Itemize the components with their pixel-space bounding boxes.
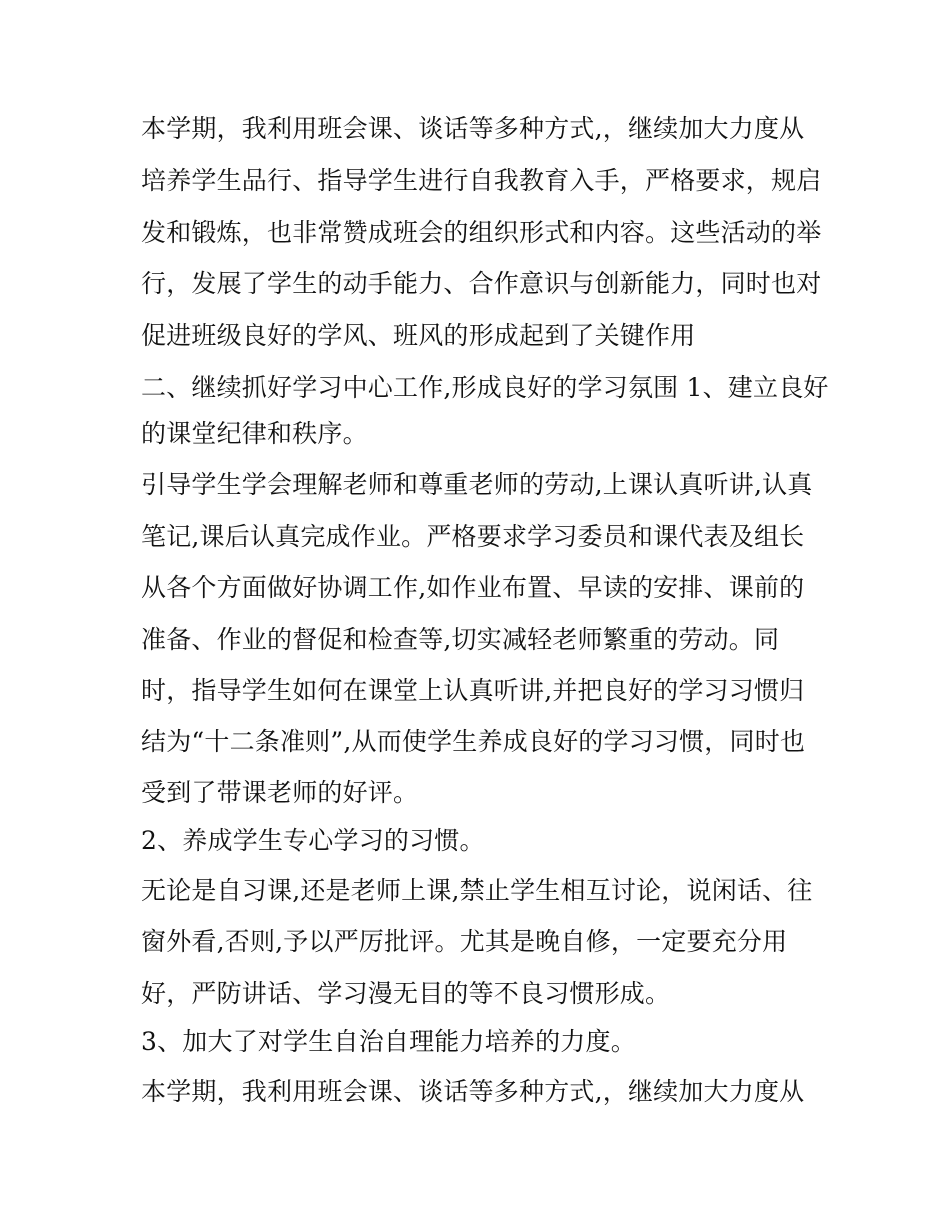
text-line: 引导学生学会理解老师和尊重老师的劳动,上课认真听讲,认真 xyxy=(141,470,813,499)
text-line: 准备、作业的督促和检查等,切实减轻老师繁重的劳动。同 xyxy=(141,625,780,654)
section-heading: 二、继续抓好学习中心工作,形成良好的学习氛围 1、建立良好 xyxy=(141,373,829,402)
text-line: 行，发展了学生的动手能力、合作意识与创新能力，同时也对 xyxy=(141,269,822,298)
subheading: 3、加大了对学生自治自理能力培养的力度。 xyxy=(141,1027,636,1056)
text-line: 时，指导学生如何在课堂上认真听讲,并把良好的学习习惯归 xyxy=(141,676,805,705)
text-line: 的课堂纪律和秩序。 xyxy=(141,419,368,448)
text-line: 窗外看,否则,予以严厉批评。尤其是晚自修，一定要充分用 xyxy=(141,927,788,956)
text-line: 受到了带课老师的好评。 xyxy=(141,778,419,807)
subheading: 2、养成学生专心学习的习惯。 xyxy=(141,826,485,855)
text-line: 好，严防讲话、学习漫无目的等不良习惯形成。 xyxy=(141,979,671,1008)
text-line: 笔记,课后认真完成作业。严格要求学习委员和课代表及组长 xyxy=(141,522,805,551)
text-line: 结为“十二条准则”,从而使学生养成良好的学习习惯，同时也 xyxy=(141,727,806,756)
text-line: 从各个方面做好协调工作,如作业布置、早读的安排、课前的 xyxy=(141,573,805,602)
text-line: 培养学生品行、指导学生进行自我教育入手，严格要求，规启 xyxy=(141,166,822,195)
text-line: 发和锻炼，也非常赞成班会的组织形式和内容。这些活动的举 xyxy=(141,218,822,247)
text-line: 本学期，我利用班会课、谈话等多种方式,，继续加大力度从 xyxy=(141,1077,805,1106)
text-line: 无论是自习课,还是老师上课,禁止学生相互讨论，说闲话、往 xyxy=(141,876,813,905)
text-line: 本学期，我利用班会课、谈话等多种方式,，继续加大力度从 xyxy=(141,114,805,143)
text-line: 促进班级良好的学风、班风的形成起到了关键作用 xyxy=(141,321,696,350)
